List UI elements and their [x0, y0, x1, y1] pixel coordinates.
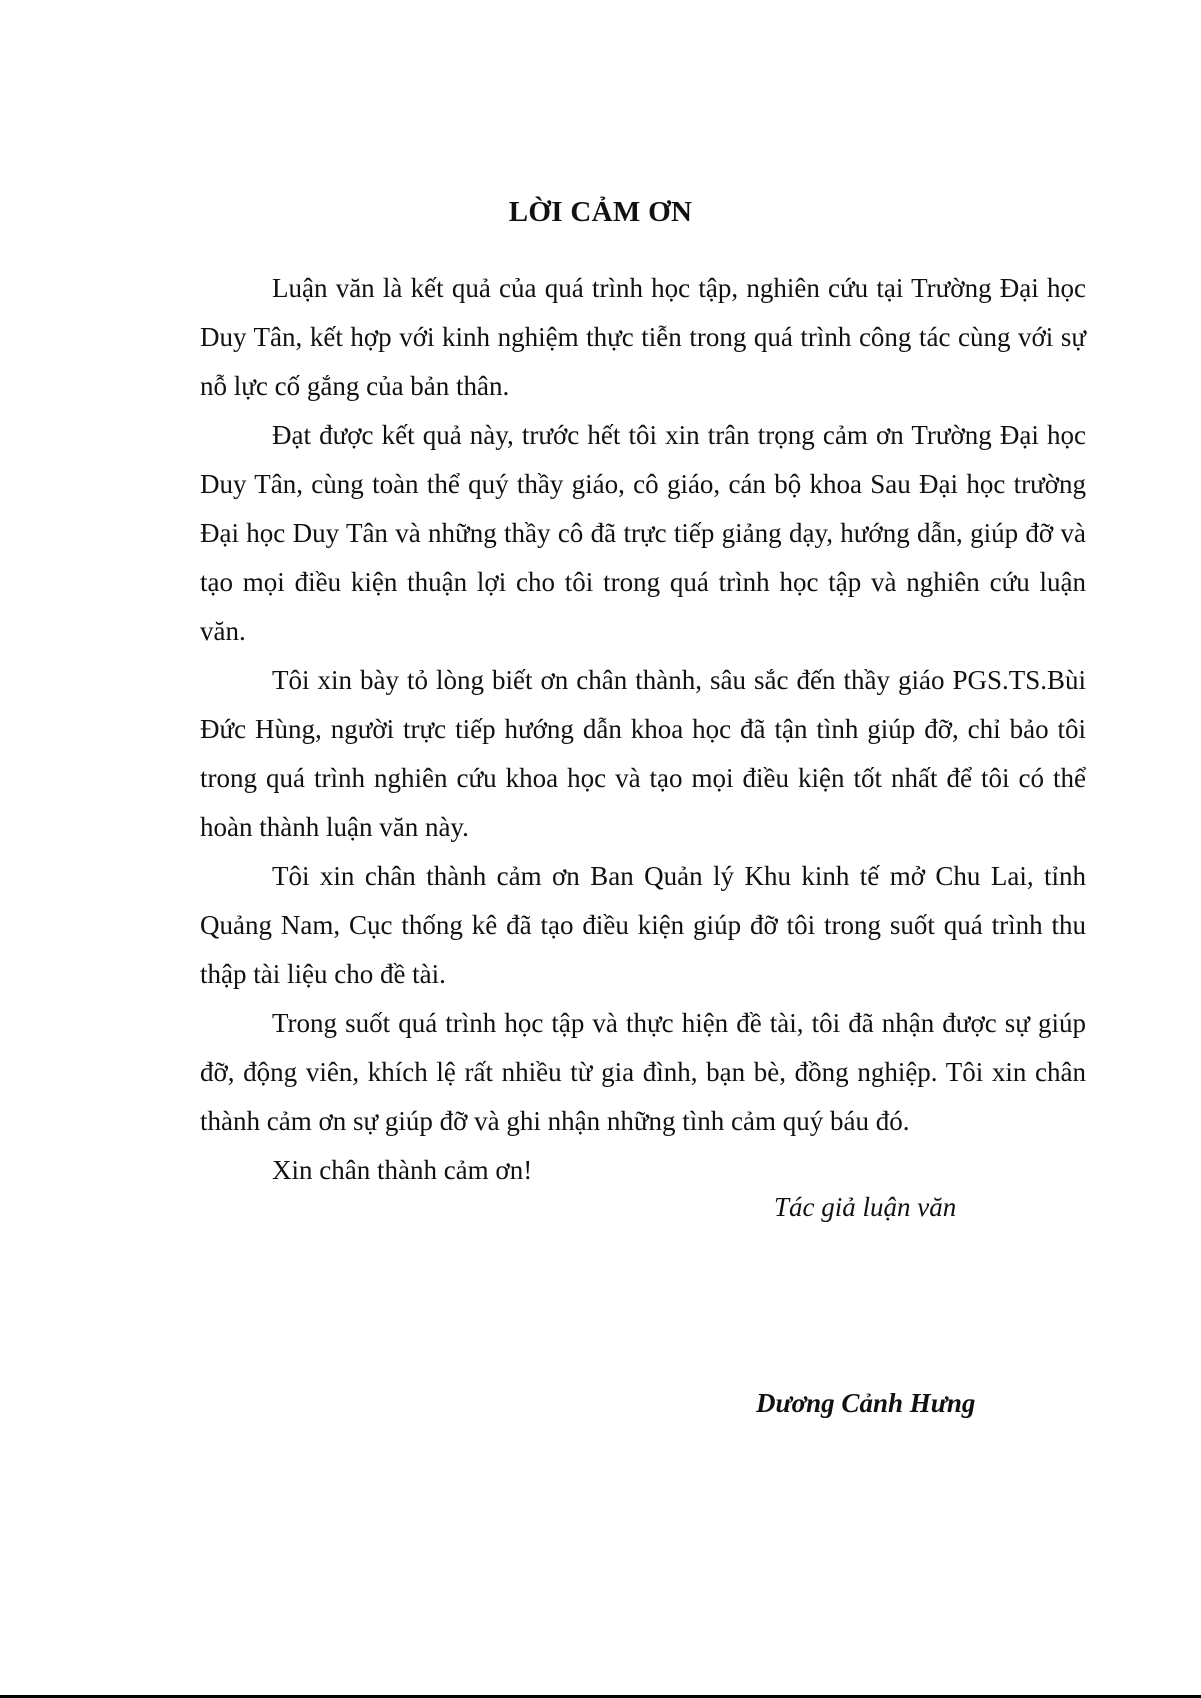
author-label: Tác giả luận văn	[774, 1192, 957, 1222]
acknowledgement-body	[200, 264, 1086, 1195]
page-title: LỜI CẢM ƠN	[508, 196, 693, 228]
paragraph-3: Tôi xin bày tỏ lòng biết ơn chân thành, sâu sắc đến thầy giáo PGS.TS.Bùi Đức Hùng, người trực tiếp hướng dẫn khoa học đã tận tình giúp đỡ, chỉ bảo tôi trong quá trình nghiên cứu khoa học và tạo mọi điều kiện tốt nhất để tôi có thể hoàn thành luận văn này.	[200, 665, 1086, 842]
author-name: Dương Cảnh Hưng	[756, 1388, 976, 1418]
paragraph-4: Tôi xin chân thành cảm ơn Ban Quản lý Khu kinh tế mở Chu Lai, tỉnh Quảng Nam, Cục thống kê đã tạo điều kiện giúp đỡ tôi trong suốt quá trình thu thập tài liệu cho đề tài.	[200, 861, 1086, 989]
paragraph-5: Trong suốt quá trình học tập và thực hiện đề tài, tôi đã nhận được sự giúp đỡ, động viên, khích lệ rất nhiều từ gia đình, bạn bè, đồng nghiệp. Tôi xin chân thành cảm ơn sự giúp đỡ và ghi nhận những tình cảm quý báu đó.	[200, 1008, 1086, 1136]
paragraph-1: Luận văn là kết quả của quá trình học tập, nghiên cứu tại Trường Đại học Duy Tân, kết hợp với kinh nghiệm thực tiễn trong quá trình công tác cùng với sự nỗ lực cố gắng của bản thân.	[200, 273, 1086, 401]
paragraph-2: Đạt được kết quả này, trước hết tôi xin trân trọng cảm ơn Trường Đại học Duy Tân, cùng toàn thể quý thầy giáo, cô giáo, cán bộ khoa Sau Đại học trường Đại học Duy Tân và những thầy cô đã trực tiếp giảng dạy, hướng dẫn, giúp đỡ và tạo mọi điều kiện thuận lợi cho tôi trong quá trình học tập và nghiên cứu luận văn.	[200, 420, 1086, 646]
paragraph-6: Xin chân thành cảm ơn!	[272, 1155, 533, 1185]
